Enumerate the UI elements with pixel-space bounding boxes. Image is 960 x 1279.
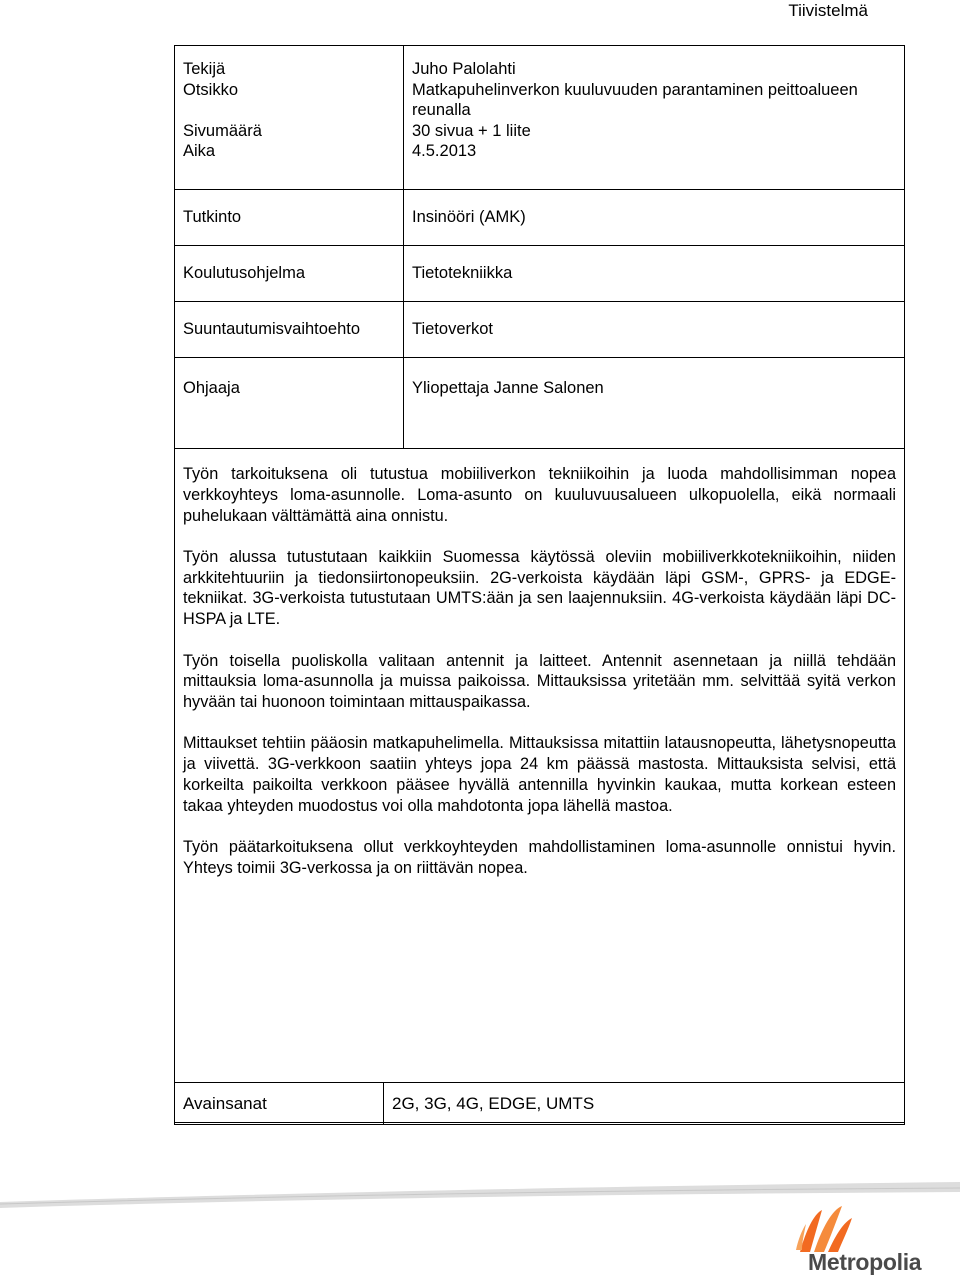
abstract-paragraph: Mittaukset tehtiin pääosin matkapuhelimella. Mittauksissa mitattiin latausnopeutta, lähetysnopeutta ja viivettä. 3G-verkkoon saatiin yhteys jopa 24 km päässä mastosta. Mittauksista selvisi, että korkeilta paikoilta verkkoon pääsee hyvällä antennilla hyvinkin kaukaa, mutta korkean esteen takaa yhteyden muodostus voi olla mahdotonta jopa lähellä mastoa. xyxy=(183,734,896,815)
page-count-value: 30 sivua + 1 liite xyxy=(412,121,531,140)
degree-row xyxy=(175,190,905,246)
supervisor-value: Yliopettaja Janne Salonen xyxy=(412,379,604,397)
abstract-paragraph: Työn tarkoituksena oli tutustua mobiiliverkon tekniikoihin ja luoda mahdollisimman nopea verkkoyhteys loma-asunnolle. Loma-asunto on kuuluvuusalueen ulkopuolella, eikä normaali puhelukaan välttämättä aina onnistu. xyxy=(183,465,896,525)
keywords-label: Avainsanat xyxy=(175,1083,384,1125)
abstract-paragraph: Työn alussa tutustutaan kaikkiin Suomessa käytössä oleviin mobiiliverkkotekniikoihin, niiden arkkitehtuuriin ja tiedonsiirtonopeuksiin. 2G-verkoista käydään läpi GSM-, GPRS- ja EDGE-tekniikat. 3G-verkoista tutustutaan UMTS:ään ja sen laajennuksiin. 4G-verkoista käydään läpi DC-HSPA ja LTE. xyxy=(183,547,896,629)
programme-value: Tietotekniikka xyxy=(404,246,905,302)
abstract-paragraph: Työn toisella puoliskolla valitaan antennit ja laitteet. Antennit asennetaan ja niillä tehdään mittauksia loma-asunnolla ja muissa paikoissa. Mittauksissa yritetään mm. selvittää syitä verkon hyvään tai huonoon toimintaan mittauspaikassa. xyxy=(183,651,896,712)
programme-row xyxy=(175,246,905,302)
title-value: Matkapuhelinverkon kuuluvuuden parantaminen peittoalueen reunalla xyxy=(412,80,858,119)
author-title-row xyxy=(175,46,905,190)
specialisation-value: Tietoverkot xyxy=(404,302,905,358)
metropolia-logo-text: Metropolia xyxy=(808,1249,922,1275)
abstract-text xyxy=(175,449,905,1123)
programme-label: Koulutusohjelma xyxy=(175,246,404,302)
keywords-value: 2G, 3G, 4G, EDGE, UMTS xyxy=(384,1083,905,1125)
abstract-paragraph: Työn päätarkoituksena ollut verkkoyhteyden mahdollistaminen loma-asunnolle onnistui hyvin. Yhteys toimii 3G-verkossa ja on riittävän nopea. xyxy=(183,838,896,877)
specialisation-row xyxy=(175,302,905,358)
degree-value: Insinööri (AMK) xyxy=(404,190,905,246)
title-label: Otsikko xyxy=(183,80,239,99)
supervisor-label: Ohjaaja xyxy=(183,379,240,397)
meta-labels-cell xyxy=(175,46,404,190)
date-value: 4.5.2013 xyxy=(412,142,477,160)
author-label: Tekijä xyxy=(183,60,226,78)
author-value: Juho Palolahti xyxy=(412,60,516,78)
degree-label: Tutkinto xyxy=(175,190,404,246)
abstract-row xyxy=(175,449,905,1123)
meta-values-cell xyxy=(404,46,905,190)
thesis-info-table xyxy=(174,45,905,1123)
keywords-row xyxy=(175,1083,905,1125)
supervisor-row xyxy=(175,358,905,449)
specialisation-label: Suuntautumisvaihtoehto xyxy=(175,302,404,358)
keywords-table xyxy=(174,1082,905,1125)
page-count-label: Sivumäärä xyxy=(183,121,262,140)
page-title: Tiivistelmä xyxy=(788,1,868,20)
date-label: Aika xyxy=(183,142,216,160)
